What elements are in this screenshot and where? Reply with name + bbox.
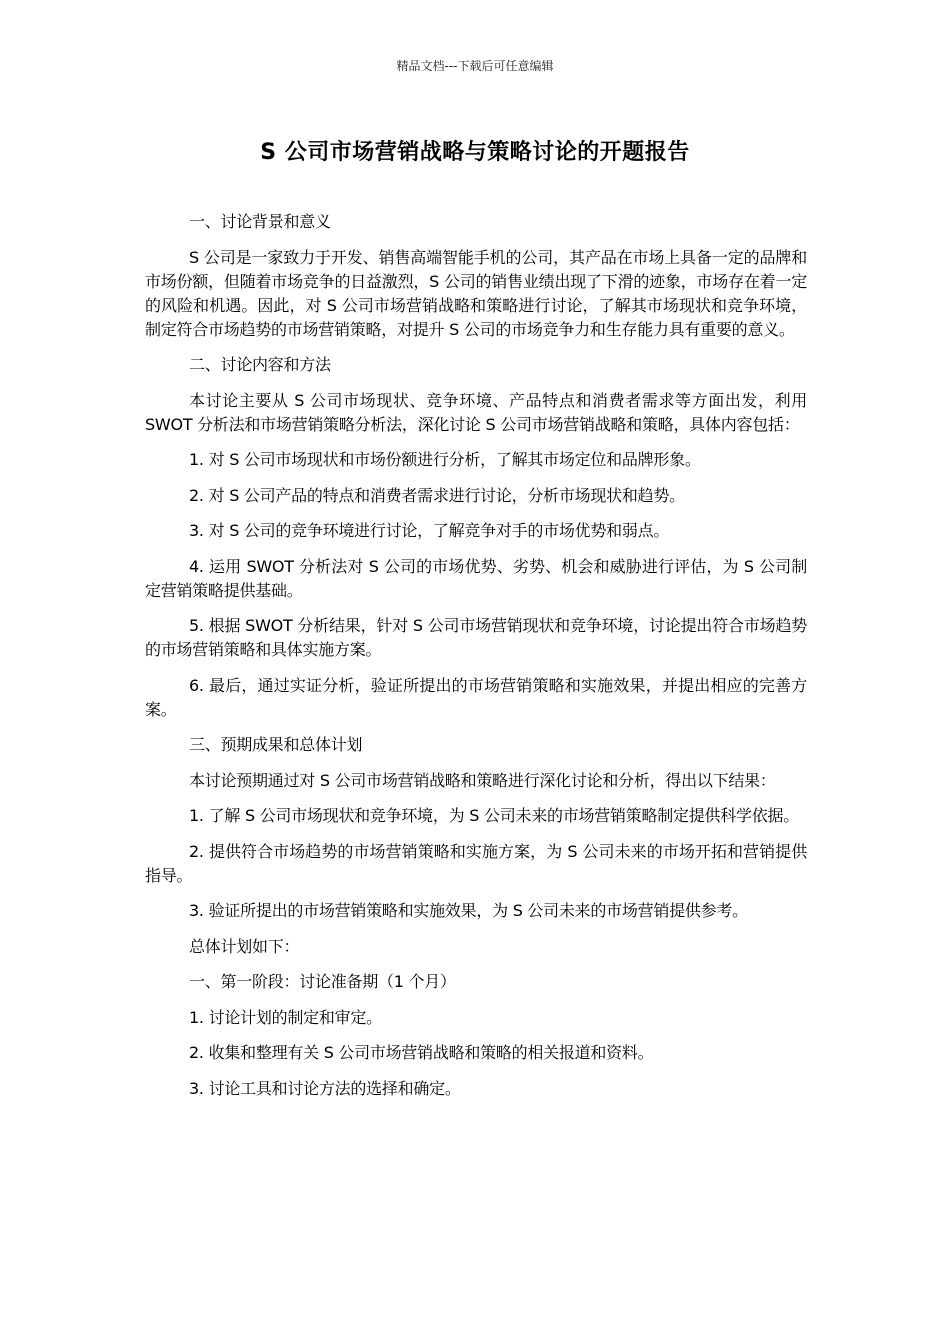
list-item-result-2: 2. 提供符合市场趋势的市场营销策略和实施方案，为 S 公司未来的市场开拓和营销提供指导。	[145, 841, 807, 885]
list-item-content-5: 5. 根据 SWOT 分析结果，针对 S 公司市场营销现状和竞争环境，讨论提出符合市场趋势的市场营销策略和具体实施方案。	[145, 616, 807, 659]
list-item-result-1: 1. 了解 S 公司市场现状和竞争环境，为 S 公司未来的市场营销策略制定提供科学依据。	[189, 806, 800, 825]
section-heading-results-plan: 三、预期成果和总体计划	[189, 735, 363, 754]
list-item-content-1: 1. 对 S 公司市场现状和市场份额进行分析，了解其市场定位和品牌形象。	[189, 450, 701, 469]
list-item-phase-1-1: 1. 讨论计划的制定和审定。	[189, 1007, 382, 1027]
paragraph-results-intro: 本讨论预期通过对 S 公司市场营销战略和策略进行深化讨论和分析，得出以下结果：	[189, 770, 776, 790]
page-header: 精品文档---下载后可任意编辑	[396, 59, 554, 73]
paragraph-background: S 公司是一家致力于开发、销售高端智能手机的公司，其产品在市场上具备一定的品牌和市场份额，但随着市场竞争的日益激烈，S 公司的销售业绩出现了下滑的迹象，市场存在着一定的风险和机遇。因此，对 S 公司市场营销战略和策略进行讨论，了解其市场现状和竞争环境，制定符合市场趋势的市场营销策略，对提升 S 公司的市场竞争力和生存能力具有重要的意义。	[145, 247, 807, 339]
list-item-content-3: 3. 对 S 公司的竞争环境进行讨论，了解竞争对手的市场优势和弱点。	[189, 521, 670, 540]
list-item-result-3: 3. 验证所提出的市场营销策略和实施效果，为 S 公司未来的市场营销提供参考。	[189, 901, 748, 920]
list-item-content-2: 2. 对 S 公司产品的特点和消费者需求进行讨论，分析市场现状和趋势。	[189, 485, 685, 505]
paragraph-content-intro: 本讨论主要从 S 公司市场现状、竞争环境、产品特点和消费者需求等方面出发，利用 SWOT 分析法和市场营销策略分析法，深化讨论 S 公司市场营销战略和策略，具体内容包括：	[145, 390, 807, 434]
plan-phase-1-heading: 一、第一阶段：讨论准备期（1 个月）	[189, 972, 456, 991]
list-item-content-6: 6. 最后，通过实证分析，验证所提出的市场营销策略和实施效果，并提出相应的完善方案。	[145, 675, 807, 719]
paragraph-plan-intro: 总体计划如下：	[189, 936, 300, 956]
document-title: S 公司市场营销战略与策略讨论的开题报告	[260, 140, 690, 165]
section-heading-background: 一、讨论背景和意义	[189, 212, 331, 231]
section-heading-content-method: 二、讨论内容和方法	[189, 355, 331, 374]
document-body	[145, 210, 807, 1112]
list-item-phase-1-3: 3. 讨论工具和讨论方法的选择和确定。	[189, 1078, 461, 1098]
list-item-content-4: 4. 运用 SWOT 分析法对 S 公司的市场优势、劣势、机会和威胁进行评估，为 S 公司制定营销策略提供基础。	[145, 556, 807, 600]
list-item-phase-1-2: 2. 收集和整理有关 S 公司市场营销战略和策略的相关报道和资料。	[189, 1043, 654, 1062]
